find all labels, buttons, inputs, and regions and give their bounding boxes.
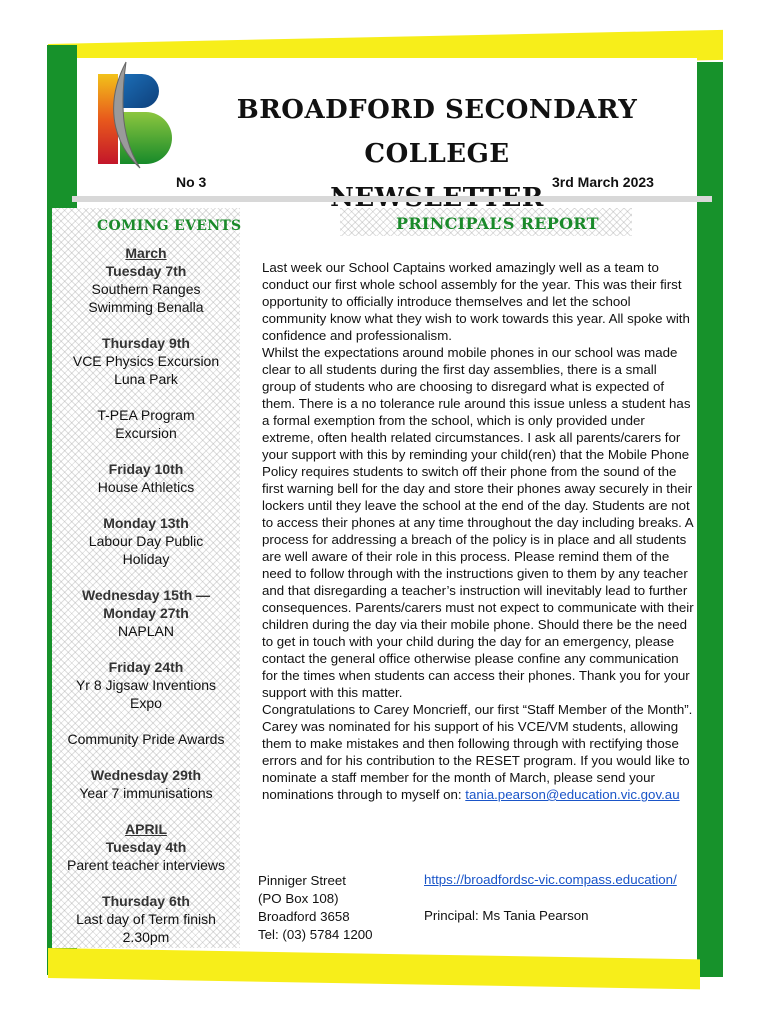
issue-number: No 3 [176,174,207,190]
event-item [52,586,240,640]
event-desc: 2.30pm [122,929,170,945]
event-day: Friday 10th [108,461,184,477]
event-desc: VCE Physics Excursion [72,353,220,369]
event-desc: T-PEA Program [97,407,195,423]
broadford-b-logo [96,60,172,170]
event-item [52,730,240,748]
event-day: Friday 24th [108,659,184,675]
event-day-end: Monday 27th [103,605,189,621]
address-po-box: (PO Box 108) [258,891,339,906]
principals-report-body [262,259,694,803]
coming-events-heading: COMING EVENTS [97,218,242,234]
event-item [52,658,240,712]
title-line-1: BROADFORD SECONDARY COLLEGE [236,95,638,169]
event-desc: House Athletics [97,479,195,495]
event-desc: Parent teacher interviews [67,857,225,873]
event-day: Wednesday 29th [90,767,202,783]
report-paragraph-text: Congratulations to Carey Moncrieff, our first “Staff Member of the Month”. Carey was nominated for his support of his VCE/VM students, allowing them to make mistakes and then following through with rectifying those errors and for his contribution to the RESET program. If you would like to nominate a staff member for the month of March, please send your nominations through to myself on: [262,702,693,802]
event-desc: Year 7 immunisations [79,785,213,801]
report-paragraph [262,701,694,803]
compass-website-link[interactable]: https://broadfordsc-vic.compass.education/ [424,872,677,887]
event-day: Monday 13th [103,515,189,531]
school-address [258,872,373,944]
event-item [52,820,240,874]
event-desc: Community Pride Awards [67,731,225,747]
address-town: Broadford 3658 [258,909,350,924]
event-item [52,334,240,388]
header-divider [72,196,712,202]
event-day: Wednesday 15th — [81,587,211,603]
school-phone: Tel: (03) 5784 1200 [258,927,373,942]
event-item [52,892,240,946]
events-list [52,244,240,964]
event-day: Thursday 9th [102,335,190,351]
event-item [52,244,240,316]
event-desc: NAPLAN [117,623,175,639]
address-street: Pinniger Street [258,873,346,888]
event-desc: Holiday [122,551,170,567]
principal-email-link[interactable]: tania.pearson@education.vic.gov.au [465,787,680,802]
report-paragraph: Last week our School Captains worked amazingly well as a team to conduct our first whole school assembly for the year. This was their first opportunity to officially introduce themselves and let the school community know what they wish to work towards this year. All spoke with confidence and professionalism. [262,260,690,343]
event-desc: Yr 8 Jigsaw Inventions [75,677,217,693]
event-item [52,406,240,442]
event-month: APRIL [125,821,167,837]
event-desc: Luna Park [114,371,178,387]
report-paragraph: Whilst the expectations around mobile phones in our school was made clear to all students during the first day assemblies, there is a small group of students who are choosing to disregard what is expected of them. There is a no tolerance rule around this issue unless a student has a formal exemption from the school, which is only provided under extreme, often health related circumstances. I ask all parents/carers for your support with this by reminding your child(ren) that the Mobile Phone Policy requires students to switch off their phone from the sound of the first warning bell for the day and store their phones away securely in their lockers until they leave the school at the end of the day. Students are not to access their phones at any time throughout the day including breaks. A process for addressing a breach of the policy is in place and all students are well aware of their role in this process. Please remind them of the need to follow through with the instructions given to them by any teacher and that disregarding a teacher’s instruction will inevitably lead to further consequences. Parents/carers must not expect to communicate with their children during the day via their mobile phone. Should there be the need to get in touch with your child during the day for an emergency, please contact the general office otherwise please confine any communication for the times when students can access their phones. Thank you for your support with this matter. [262,345,694,700]
event-day: Thursday 6th [102,893,190,909]
issue-date: 3rd March 2023 [552,174,654,190]
event-day: Tuesday 7th [105,263,187,279]
principal-name: Principal: Ms Tania Pearson [424,908,589,923]
event-item [52,460,240,496]
event-month: March [125,245,167,261]
event-desc: Last day of Term finish [76,911,216,927]
event-desc: Excursion [115,425,177,441]
event-item [52,514,240,568]
event-desc: Southern Ranges [91,281,201,297]
event-desc: Labour Day Public [88,533,204,549]
principals-report-heading: PRINCIPAL’S REPORT [396,214,599,233]
event-day: Tuesday 4th [105,839,187,855]
event-desc: Swimming Benalla [88,299,204,315]
event-item [52,766,240,802]
event-desc: Expo [130,695,162,711]
